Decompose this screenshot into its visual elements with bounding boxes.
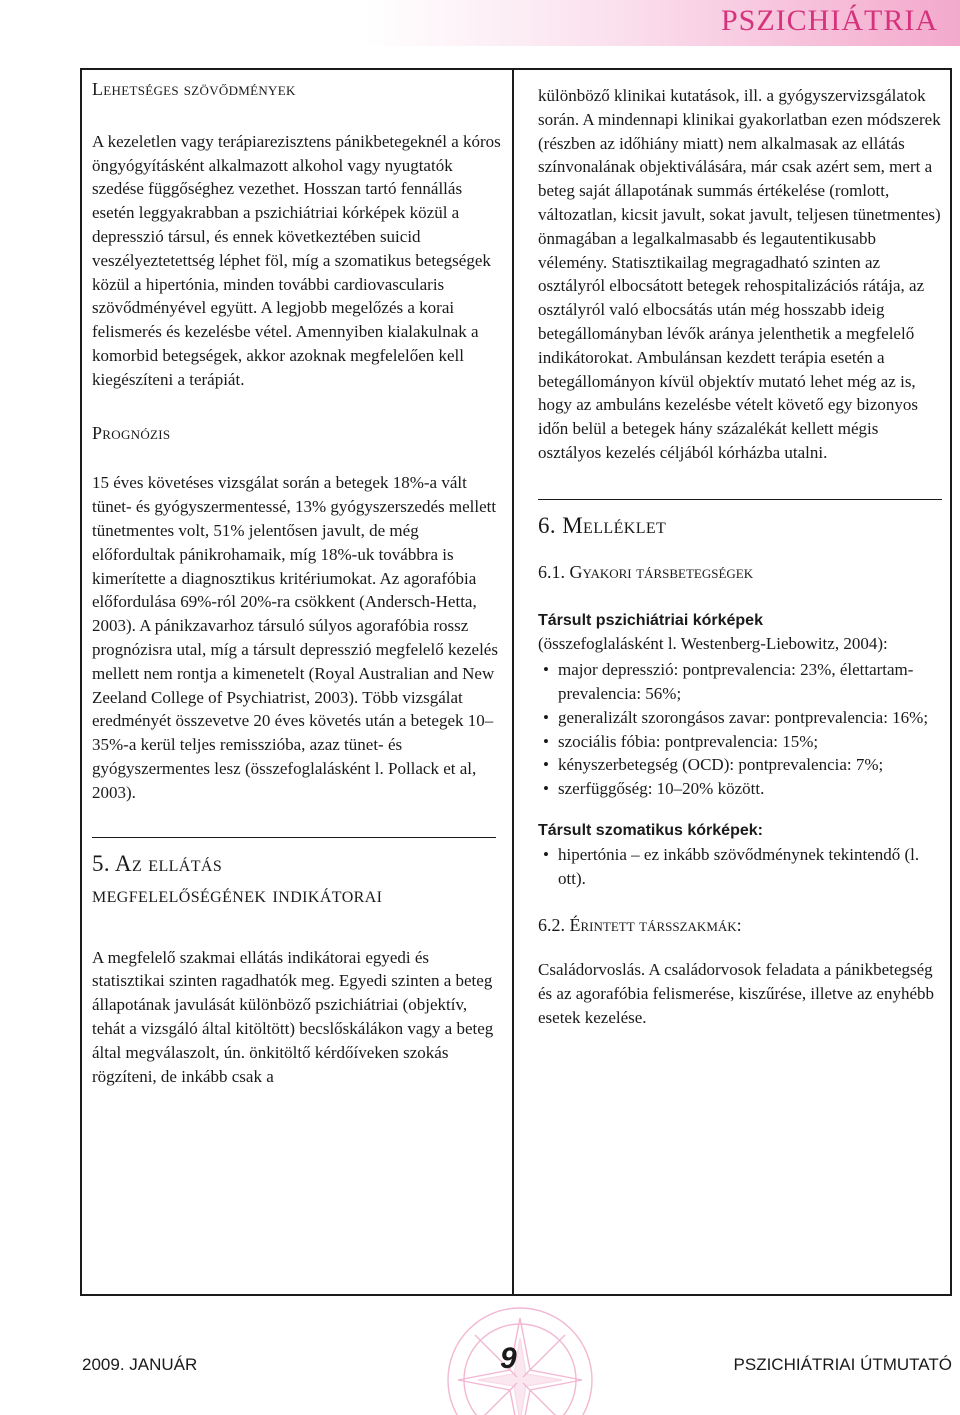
heading-related-specialties: 6.2. Érintett társszakmák: xyxy=(538,915,742,936)
heading-complications: Lehetséges szövődmények xyxy=(92,79,296,99)
list-item: • major depresszió: pontprevalencia: 23%, élettartam-prevalencia: 56%; xyxy=(538,658,944,706)
heading-indicators: 5. Az ellátás megfelelőségének indikátorai xyxy=(92,850,383,907)
right-column xyxy=(538,84,944,1030)
column-divider xyxy=(512,68,514,1296)
heading-comorbidities: 6.1. Gyakori társbetegségek xyxy=(538,561,754,582)
list-item: • kényszerbetegség (OCD): pontprevalencia: 7%; xyxy=(538,753,944,777)
footer-publication: PSZICHIÁTRIAI ÚTMUTATÓ xyxy=(733,1355,952,1374)
somatic-list xyxy=(538,843,944,891)
list-item: • generalizált szorongásos zavar: pontprevalencia: 16%; xyxy=(538,706,944,730)
heading-psychiatric-comorbidities: Társult pszichiátriai kórképek xyxy=(538,611,763,629)
paragraph-indicators-cont: különböző klinikai kutatások, ill. a gyógyszervizsgálatok során. A mindennapi klinikai gyakorlatban ezen módszerek (részben az időhiány miatt) nem alkalmasak az ellátás színvonalának objektiválására, már csak azért sem, mert a beteg saját állapotának summás értékelése (romlott, változatlan, kicsit javult, sokat javult, teljesen tünetmentes) önmagában a legalkalmasabb és legautentikusabb vélemény. Statisztikailag megragadható szinten az osztályról elbocsátott betegek rehospitalizációs rátája, az osztályról való elbocsátás után még hosszabb ideig betegállományban lévők aránya jelenthetik a megfelelő indikátorokat. Ambulánsan kezdett terápia esetén a betegállományon kívül objektív mutató lehet még az is, hogy az ambuláns kezelésbe vételt követő egy bizonyos időn belül a betegek hány százalékát kellett mégis osztályos kezelés céljából kórházba utalni. xyxy=(538,86,941,462)
paragraph-complications: A kezeletlen vagy terápiarezisztens pánikbetegeknél a kóros öngyógyításként alkalmazott alkohol vagy nyugtatók szedése függőséghez vezethet. Hosszan tartó fennállás esetén leggyakrabban a pszichiátriai kórképek közül a depresszió társul, és ennek következtében suicid veszélyeztetettség léphet föl, míg a szomatikus betegségek közül a hipertónia, minden további cardiovascularis szövődményével együtt. A legjobb megelőzés a korai felismerés és kezelésbe vétel. Amennyiben kialakulnak a komorbid betegségek, akkor azoknak megfelelően kell kiegészíteni a terápiát. xyxy=(92,131,501,389)
paragraph-indicators: A megfelelő szakmai ellátás indikátorai egyedi és statisztikai szinten ragadhatók meg. Egyedi szinten a beteg állapotának javulását különböző pszichiátriai (objektív, tehát a vizsgáló által kitöltött) becslőskálákon vagy a beteg által megválaszolt, ún. önkitöltő kérdőíveken szokás rögzíteni, de inkább csak a xyxy=(92,947,494,1086)
section-rule xyxy=(92,837,496,838)
list-item: • szociális fóbia: pontprevalencia: 15%; xyxy=(538,730,944,754)
left-column xyxy=(92,74,502,1088)
compass-seal-logo xyxy=(420,1300,620,1415)
list-item: • hipertónia – ez inkább szövődménynek tekintendő (l. ott). xyxy=(538,843,944,891)
page-number: 9 xyxy=(500,1342,517,1375)
paragraph-summary-ref: (összefoglalásként l. Westenberg-Liebowitz, 2004): xyxy=(538,634,888,654)
section-rule-2 xyxy=(538,499,942,500)
psychiatric-list xyxy=(538,658,944,801)
footer-date: 2009. JANUÁR xyxy=(82,1355,198,1374)
heading-appendix: 6. Melléklet xyxy=(538,512,667,538)
list-item: • szerfüggőség: 10–20% között. xyxy=(538,777,944,801)
heading-somatic-comorbidities: Társult szomatikus kórképek: xyxy=(538,821,763,839)
heading-prognosis: Prognózis xyxy=(92,422,171,443)
paragraph-family-medicine: Családorvoslás. A családorvosok feladata a pánikbetegség és az agorafóbia felismerése, kiszűrése, illetve az enyhébb esetek kezelése. xyxy=(538,960,935,1027)
header-title: PSZICHIÁTRIA xyxy=(720,4,938,37)
paragraph-prognosis: 15 éves követéses vizsgálat során a betegek 18%-a vált tünet- és gyógyszermentessé, 13% gyógyszerszedés mellett tünetmentes volt, 51% jelentősen javult, de még előfordultak pánikrohamaik, míg 18%-uk továbbra is kimerítette a diagnosztikus kritériumokat. Az agorafóbia előfordulása 69%-ról 20%-ra csökkent (Andersch-Hetta, 2003). A pánikzavarhoz társuló súlyos agorafóbia rossz prognózisra utal, míg a társult depresszió megfelelő kezelés mellett nem rontja a kimenetelt (Royal Australian and New Zeeland College of Psychiatrist, 2003). Több vizsgálat eredményét összevetve 20 éves követés után a betegek 10–35%-a kerül teljes remisszióba, azaz tünet- és gyógyszermentes lesz (összefoglalásként l. Pollack et al, 2003). xyxy=(92,473,498,802)
